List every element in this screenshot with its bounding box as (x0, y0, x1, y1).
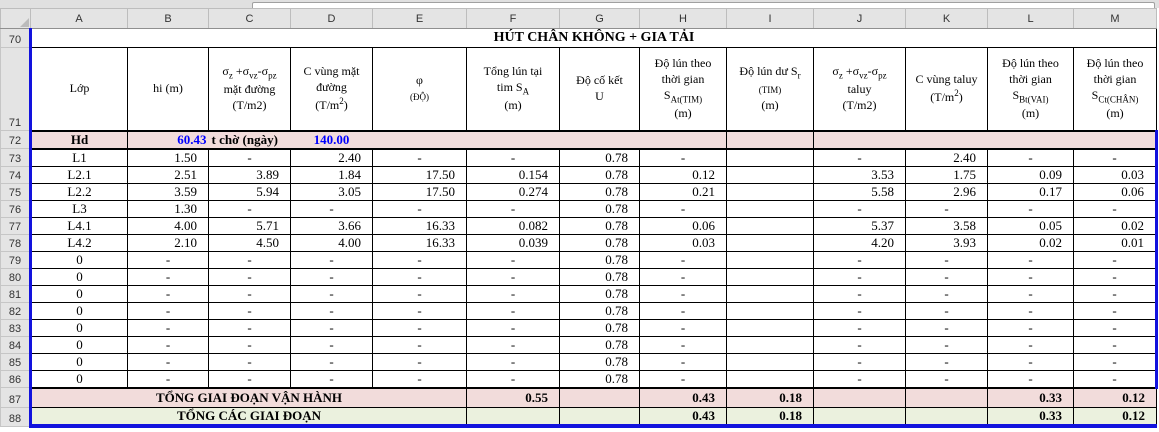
table-cell[interactable]: - (209, 336, 291, 353)
total-operation-label[interactable]: TỔNG GIAI ĐOẠN VẬN HÀNH (31, 388, 467, 408)
table-cell[interactable]: - (209, 370, 291, 388)
row-number[interactable]: 81 (1, 285, 31, 302)
table-cell[interactable]: L4.1 (31, 217, 128, 234)
header-consolidation[interactable]: Độ cố kết U (560, 48, 640, 131)
table-cell[interactable]: - (814, 200, 906, 217)
total-all-row (1, 408, 1157, 427)
table-cell[interactable]: - (1074, 200, 1157, 217)
table-cell[interactable] (467, 408, 560, 427)
row-number[interactable]: 84 (1, 336, 31, 353)
table-cell[interactable]: - (814, 353, 906, 370)
table-cell[interactable] (814, 388, 906, 408)
table-cell[interactable]: - (291, 319, 373, 336)
table-cell[interactable]: - (906, 319, 988, 336)
table-cell[interactable]: 0.33 (988, 388, 1074, 408)
table-cell[interactable]: 0.33 (988, 408, 1074, 427)
row-number[interactable]: 73 (1, 149, 31, 167)
table-cell[interactable]: 0.039 (467, 234, 560, 251)
header-sigma-road[interactable]: $\sigma_z +\sigma_{vz}-\sigma_{pz}$ mặt đường (T/m2) (209, 48, 291, 131)
table-cell[interactable]: 2.40 (906, 149, 988, 167)
table-cell[interactable]: 0.17 (988, 183, 1074, 200)
row-number[interactable]: 88 (1, 408, 31, 427)
select-all-corner[interactable] (1, 9, 31, 29)
table-cell[interactable]: - (988, 200, 1074, 217)
table-cell[interactable]: 0 (31, 370, 128, 388)
table-row (1, 200, 1157, 217)
table-cell[interactable] (906, 408, 988, 427)
table-cell[interactable]: - (128, 302, 209, 319)
table-cell[interactable] (727, 166, 814, 183)
table-cell[interactable]: - (291, 353, 373, 370)
table-cell[interactable]: - (373, 319, 467, 336)
table-cell[interactable]: 0.18 (727, 388, 814, 408)
table-cell[interactable]: - (814, 285, 906, 302)
table-cell[interactable]: - (373, 285, 467, 302)
row-number[interactable]: 70 (1, 29, 31, 48)
table-cell[interactable]: - (209, 251, 291, 268)
hd-wait-value-cell[interactable]: 60.43 (128, 131, 209, 149)
table-cell[interactable]: 1.84 (291, 166, 373, 183)
table-cell[interactable]: - (128, 319, 209, 336)
table-cell[interactable]: 0.21 (640, 183, 727, 200)
row-number[interactable]: 74 (1, 166, 31, 183)
table-cell[interactable]: - (988, 268, 1074, 285)
table-cell[interactable]: - (814, 319, 906, 336)
total-operation-row (1, 388, 1157, 408)
table-cell[interactable]: 0.78 (560, 353, 640, 370)
table-cell[interactable]: 1.50 (128, 149, 209, 167)
table-cell[interactable]: 0.78 (560, 370, 640, 388)
table-cell[interactable]: 0.43 (640, 388, 727, 408)
select-all-triangle-icon (20, 18, 29, 27)
table-cell[interactable]: 0.12 (1074, 408, 1157, 427)
table-cell[interactable]: 5.94 (209, 183, 291, 200)
table-cell[interactable]: 4.20 (814, 234, 906, 251)
table-cell[interactable]: - (988, 319, 1074, 336)
table-cell[interactable]: L1 (31, 149, 128, 167)
table-cell[interactable]: - (988, 353, 1074, 370)
table-cell[interactable]: L2.2 (31, 183, 128, 200)
table-cell[interactable]: 0 (31, 285, 128, 302)
table-cell[interactable]: 5.58 (814, 183, 906, 200)
table-cell[interactable]: - (128, 336, 209, 353)
table-cell[interactable]: - (988, 370, 1074, 388)
row-number[interactable]: 78 (1, 234, 31, 251)
table-cell[interactable]: - (128, 353, 209, 370)
table-cell[interactable]: 0 (31, 319, 128, 336)
table-cell[interactable]: - (906, 370, 988, 388)
column-header-G[interactable]: G (560, 9, 640, 29)
table-cell[interactable] (727, 353, 814, 370)
table-cell[interactable]: - (988, 302, 1074, 319)
row-number[interactable]: 82 (1, 302, 31, 319)
table-cell[interactable]: - (640, 251, 727, 268)
table-cell[interactable]: - (906, 353, 988, 370)
table-cell[interactable]: 0.78 (560, 285, 640, 302)
table-cell[interactable]: 0.154 (467, 166, 560, 183)
table-cell[interactable]: 4.50 (209, 234, 291, 251)
table-cell[interactable]: - (128, 370, 209, 388)
row-number[interactable]: 77 (1, 217, 31, 234)
table-cell[interactable]: 0 (31, 302, 128, 319)
table-cell[interactable] (727, 319, 814, 336)
table-row (1, 234, 1157, 251)
table-cell[interactable]: - (640, 302, 727, 319)
table-cell[interactable]: - (906, 251, 988, 268)
table-row (1, 370, 1157, 388)
table-cell[interactable]: - (209, 302, 291, 319)
table-cell[interactable]: - (814, 336, 906, 353)
table-cell[interactable]: 0.09 (988, 166, 1074, 183)
table-cell[interactable]: - (1074, 353, 1157, 370)
header-phi[interactable]: φ (ĐỘ) (373, 48, 467, 131)
table-cell[interactable]: 0.78 (560, 319, 640, 336)
table-cell[interactable]: 4.00 (291, 234, 373, 251)
row-number[interactable]: 80 (1, 268, 31, 285)
table-cell[interactable]: - (467, 370, 560, 388)
table-cell[interactable]: 0.03 (1074, 166, 1157, 183)
table-cell[interactable]: 2.96 (906, 183, 988, 200)
table-cell[interactable]: 16.33 (373, 234, 467, 251)
table-cell[interactable] (560, 388, 640, 408)
table-cell[interactable]: - (988, 149, 1074, 167)
table-cell[interactable]: - (291, 251, 373, 268)
table-cell[interactable]: - (291, 285, 373, 302)
table-cell[interactable]: - (467, 149, 560, 167)
table-cell[interactable]: 0.12 (640, 166, 727, 183)
column-header-row (1, 9, 1157, 29)
table-cell[interactable]: - (814, 370, 906, 388)
table-cell[interactable] (906, 388, 988, 408)
table-cell[interactable]: 3.05 (291, 183, 373, 200)
formula-bar-strip (0, 0, 1159, 8)
table-cell[interactable]: - (467, 302, 560, 319)
table-cell[interactable]: 3.53 (814, 166, 906, 183)
table-cell[interactable] (727, 285, 814, 302)
table-row (1, 319, 1157, 336)
hd-empty-cell[interactable] (814, 131, 1157, 149)
table-cell[interactable] (727, 302, 814, 319)
column-header-J[interactable]: J (814, 9, 906, 29)
table-cell[interactable]: - (1074, 268, 1157, 285)
table-row (1, 353, 1157, 370)
row-number[interactable]: 71 (1, 48, 31, 131)
row-number[interactable]: 79 (1, 251, 31, 268)
table-cell[interactable]: - (128, 285, 209, 302)
table-cell[interactable]: - (373, 149, 467, 167)
table-cell[interactable] (727, 370, 814, 388)
header-layer[interactable]: Lớp (31, 48, 128, 131)
header-settlement-time-toe[interactable]: Độ lún theo thời gian $S_{Ct(CHÂN)}$ (m) (1074, 48, 1157, 131)
hd-label-cell[interactable]: Hd (31, 131, 128, 149)
table-cell[interactable] (727, 149, 814, 167)
table-cell[interactable]: - (467, 285, 560, 302)
table-row (1, 183, 1157, 200)
table-cell[interactable]: - (467, 251, 560, 268)
table-cell[interactable]: - (988, 336, 1074, 353)
table-cell[interactable]: 3.66 (291, 217, 373, 234)
header-residual-settlement[interactable]: Độ lún dư $S_r$ (TIM) (m) (727, 48, 814, 131)
table-cell[interactable]: - (291, 302, 373, 319)
column-header-D[interactable]: D (291, 9, 373, 29)
table-cell[interactable]: - (128, 268, 209, 285)
table-row (1, 149, 1157, 167)
table-cell[interactable]: 4.00 (128, 217, 209, 234)
table-cell[interactable]: 5.37 (814, 217, 906, 234)
table-cell[interactable]: 0.78 (560, 234, 640, 251)
table-row (1, 336, 1157, 353)
row-number[interactable]: 76 (1, 200, 31, 217)
total-all-label[interactable]: TỔNG CÁC GIAI ĐOẠN (31, 408, 467, 427)
table-cell[interactable]: - (906, 336, 988, 353)
table-cell[interactable]: - (291, 336, 373, 353)
table-cell[interactable] (727, 268, 814, 285)
table-cell[interactable]: - (373, 370, 467, 388)
table-cell[interactable]: - (1074, 149, 1157, 167)
header-c-road[interactable]: C vùng mặt đường $(T/m^2)$ (291, 48, 373, 131)
table-title[interactable]: HÚT CHÂN KHÔNG + GIA TẢI (31, 29, 1157, 48)
table-cell[interactable]: - (291, 268, 373, 285)
table-cell[interactable]: 0.78 (560, 302, 640, 319)
table-cell[interactable]: 0 (31, 251, 128, 268)
table-row (1, 166, 1157, 183)
table-cell[interactable]: - (209, 200, 291, 217)
column-header-I[interactable]: I (727, 9, 814, 29)
table-cell[interactable]: - (1074, 302, 1157, 319)
header-settlement-time-shoulder[interactable]: Độ lún theo thời gian $S_{Bt(VAI)}$ (m) (988, 48, 1074, 131)
table-cell[interactable]: - (209, 353, 291, 370)
table-cell[interactable]: 2.10 (128, 234, 209, 251)
table-cell[interactable]: 0.78 (560, 336, 640, 353)
table-cell[interactable]: 3.58 (906, 217, 988, 234)
table-cell[interactable]: - (1074, 370, 1157, 388)
table-cell[interactable]: - (640, 149, 727, 167)
table-cell[interactable]: - (814, 302, 906, 319)
table-cell[interactable]: 0.06 (640, 217, 727, 234)
table-cell[interactable]: 0.78 (560, 268, 640, 285)
table-cell[interactable]: - (906, 285, 988, 302)
table-cell[interactable]: 3.93 (906, 234, 988, 251)
table-cell[interactable]: - (467, 200, 560, 217)
table-cell[interactable]: 1.30 (128, 200, 209, 217)
table-cell[interactable]: 17.50 (373, 166, 467, 183)
table-cell[interactable]: 17.50 (373, 183, 467, 200)
table-cell[interactable]: - (640, 285, 727, 302)
table-cell[interactable]: - (814, 268, 906, 285)
column-header-E[interactable]: E (373, 9, 467, 29)
header-row (1, 48, 1157, 131)
table-cell[interactable]: - (209, 149, 291, 167)
column-header-A[interactable]: A (31, 9, 128, 29)
column-header-M[interactable]: M (1074, 9, 1157, 29)
table-cell[interactable]: - (373, 268, 467, 285)
table-cell[interactable]: 0.18 (727, 408, 814, 427)
header-settlement-time-center[interactable]: Độ lún theo thời gian $S_{At(TIM)}$ (m) (640, 48, 727, 131)
column-header-H[interactable]: H (640, 9, 727, 29)
table-cell[interactable] (727, 234, 814, 251)
table-cell[interactable]: 0.274 (467, 183, 560, 200)
table-cell[interactable]: 0.02 (988, 234, 1074, 251)
table-cell[interactable]: L2.1 (31, 166, 128, 183)
column-header-B[interactable]: B (128, 9, 209, 29)
table-cell[interactable]: 0.78 (560, 149, 640, 167)
table-cell[interactable]: - (640, 336, 727, 353)
table-cell[interactable]: - (291, 200, 373, 217)
table-cell[interactable]: - (640, 200, 727, 217)
row-number[interactable]: 75 (1, 183, 31, 200)
table-cell[interactable]: 0.78 (560, 183, 640, 200)
table-cell[interactable]: - (814, 251, 906, 268)
table-cell[interactable]: - (640, 370, 727, 388)
hd-empty-cell[interactable] (727, 131, 814, 149)
row-number[interactable]: 72 (1, 131, 31, 149)
header-hi[interactable]: hi (m) (128, 48, 209, 131)
table-cell[interactable]: L3 (31, 200, 128, 217)
table-cell[interactable]: - (128, 251, 209, 268)
table-cell[interactable]: - (467, 353, 560, 370)
table-cell[interactable]: 0.78 (560, 251, 640, 268)
header-total-settlement-center[interactable]: Tổng lún tại tim $S_A$ (m) (467, 48, 560, 131)
table-cell[interactable]: 0.78 (560, 200, 640, 217)
table-cell[interactable]: 0.43 (640, 408, 727, 427)
table-cell[interactable] (560, 408, 640, 427)
hd-c-value-cell[interactable]: 140.00 (291, 131, 373, 149)
table-cell[interactable]: - (1074, 285, 1157, 302)
hd-row (1, 131, 1157, 149)
table-cell[interactable]: 0.06 (1074, 183, 1157, 200)
table-cell[interactable]: - (1074, 336, 1157, 353)
table-cell[interactable]: - (906, 200, 988, 217)
table-cell[interactable]: 0 (31, 268, 128, 285)
table-cell[interactable]: - (988, 285, 1074, 302)
table-cell[interactable]: 0.01 (1074, 234, 1157, 251)
table-row (1, 302, 1157, 319)
table-cell[interactable]: - (467, 268, 560, 285)
table-cell[interactable]: 5.71 (209, 217, 291, 234)
table-cell[interactable]: 0 (31, 336, 128, 353)
table-cell[interactable]: 0.55 (467, 388, 560, 408)
table-cell[interactable]: - (988, 251, 1074, 268)
row-number[interactable]: 87 (1, 388, 31, 408)
table-cell[interactable]: 3.89 (209, 166, 291, 183)
table-cell[interactable]: 2.51 (128, 166, 209, 183)
table-row (1, 268, 1157, 285)
table-cell[interactable]: 0.082 (467, 217, 560, 234)
table-row (1, 285, 1157, 302)
table-cell[interactable]: - (209, 319, 291, 336)
table-cell[interactable]: 0 (31, 353, 128, 370)
table-row (1, 217, 1157, 234)
table-cell[interactable]: - (640, 319, 727, 336)
header-sigma-slope[interactable]: $\sigma_z +\sigma_{vz}-\sigma_{pz}$ taluy (T/m2) (814, 48, 906, 131)
table-cell[interactable] (727, 251, 814, 268)
table-cell[interactable] (727, 217, 814, 234)
title-row (1, 29, 1157, 48)
header-c-slope[interactable]: C vùng taluy $(T/m^2)$ (906, 48, 988, 131)
table-cell[interactable]: - (640, 353, 727, 370)
table-cell[interactable]: - (906, 268, 988, 285)
table-cell[interactable]: 0.78 (560, 166, 640, 183)
row-number[interactable]: 86 (1, 370, 31, 388)
column-header-K[interactable]: K (906, 9, 988, 29)
table-cell[interactable]: 0.12 (1074, 388, 1157, 408)
table-cell[interactable]: - (373, 353, 467, 370)
table-cell[interactable]: - (373, 200, 467, 217)
table-cell[interactable]: - (467, 319, 560, 336)
row-number[interactable]: 83 (1, 319, 31, 336)
table-cell[interactable]: - (467, 336, 560, 353)
table-cell[interactable]: - (814, 149, 906, 167)
spreadsheet-grid (0, 8, 1158, 428)
table-cell[interactable]: - (373, 302, 467, 319)
table-cell[interactable]: - (209, 268, 291, 285)
table-cell[interactable]: - (373, 251, 467, 268)
column-header-F[interactable]: F (467, 9, 560, 29)
column-header-C[interactable]: C (209, 9, 291, 29)
table-cell[interactable]: 0.05 (988, 217, 1074, 234)
table-cell[interactable]: 0.78 (560, 217, 640, 234)
table-cell[interactable]: - (1074, 319, 1157, 336)
table-cell[interactable]: 2.40 (291, 149, 373, 167)
table-cell[interactable]: 3.59 (128, 183, 209, 200)
table-cell[interactable]: 0.02 (1074, 217, 1157, 234)
hd-wait-label-cell[interactable]: t chờ (ngày) (209, 131, 291, 149)
table-cell[interactable]: - (373, 336, 467, 353)
table-cell[interactable]: - (640, 268, 727, 285)
table-cell[interactable] (727, 183, 814, 200)
table-cell[interactable]: 16.33 (373, 217, 467, 234)
table-cell[interactable]: - (906, 302, 988, 319)
table-cell[interactable]: L4.2 (31, 234, 128, 251)
table-cell[interactable] (727, 200, 814, 217)
table-cell[interactable]: 1.75 (906, 166, 988, 183)
table-cell[interactable]: - (209, 285, 291, 302)
column-header-L[interactable]: L (988, 9, 1074, 29)
table-cell[interactable]: - (291, 370, 373, 388)
table-cell[interactable] (727, 336, 814, 353)
hd-empty-cell[interactable] (373, 131, 727, 149)
table-cell[interactable] (814, 408, 906, 427)
row-number[interactable]: 85 (1, 353, 31, 370)
table-cell[interactable]: - (1074, 251, 1157, 268)
table-row (1, 251, 1157, 268)
table-cell[interactable]: 0.03 (640, 234, 727, 251)
